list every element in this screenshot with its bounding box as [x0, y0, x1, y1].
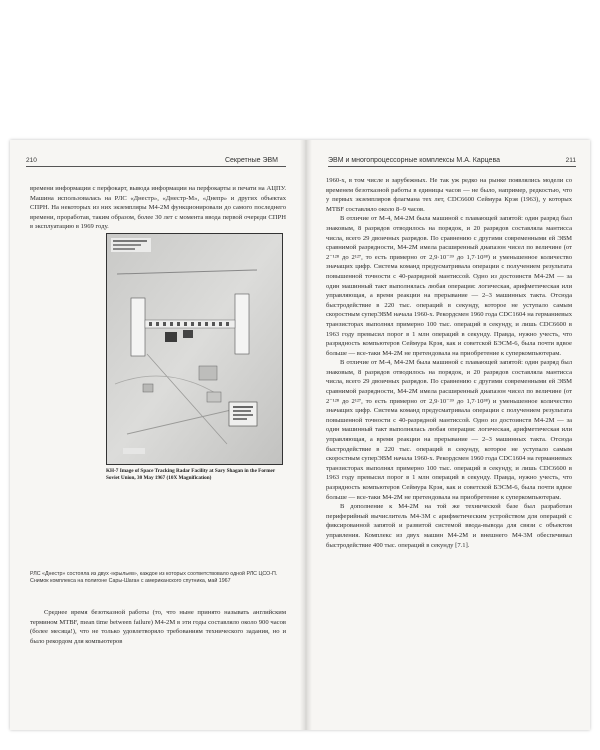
- paragraph: времени информации с перфокарт, вывода информации на перфокарты и печати на АЦПУ. Машина использовалась на РЛС «Днестр», «Днестр-М», «Днепр» и других объектах СПРН. На некоторых из них экземпляры М4-2М функционировали до самого последнего времени, проработав, таким образом, более 30 лет с момента ввода первой очереди СПРН в эксплуатацию в 1969 году.: [30, 185, 286, 231]
- book-gutter: [300, 140, 312, 730]
- left-running-title: Секретные ЭВМ: [224, 157, 278, 164]
- right-page: [312, 140, 590, 730]
- left-text-bottom: [30, 608, 286, 646]
- right-running-head: [328, 154, 576, 167]
- figure-caption-russian: РЛС «Днестр» состояла из двух «крыльев», каждое из которых соответствовало одной РЛС ЦСО-П. Снимок комплекса на полигоне Сары-Шаган с американского спутника, май 1967: [30, 571, 278, 585]
- left-text-top: [30, 184, 286, 232]
- book-spread: [10, 140, 590, 730]
- figure-caption-english: KH-7 Image of Space Tracking Radar Facility at Sary Shagan in the Former Soviet Union, 30 May 1967 (10X Magnification): [106, 468, 276, 481]
- left-page-number: 210: [26, 157, 37, 164]
- satellite-photo: [106, 233, 283, 465]
- paragraph: В отличие от М-4, М4-2М была машиной с плавающей запятой: один разряд был знаковым, 8 разрядов отводилось на порядок, и 20 разрядов составляла мантисса числа, всего 29 двоичных разрядов. По сравнению с другими современными ей ЭВМ сравнимой разрядности, М4-2М имела расширенный диапазон чисел по величине (от 2⁻¹²⁸ до 2¹²⁷, то есть примерно от 2,9·10⁻³⁹ до 1,7·10³⁸) и уменьшенное количество значащих цифр. Система команд предусматривала операции с получением результата повышенной точности с 40-разрядной мантиссой. Одно из достоинств М4-2М — за один машинный такт выполнялась любая операция: логическая, арифметическая или управляющая, а время реакции на прерывание — 2–3 машинных такта. Отсюда быстродействие в 220 тыс. операций в секунду, которое не уступало самым скоростным суперЭВМ начала 1960-х. Рекордсмен 1960 года CDC1604 на германиевых транзисторах выполнял примерно 100 тыс. операций в секунду, и лишь CDC6600 в 1963 году превысил порог в 1 млн операций в секунду. Правда, нужно учесть, что разрядность компьютеров Сеймура Крэя, как и советской БЭСМ-6, была почти вдвое больше — все-таки М4-2М не претендовала на приобретение к суперкомпьютерам.: [326, 359, 572, 501]
- left-running-head: [26, 154, 286, 167]
- paragraph: В дополнение к М4-2М на той же технической базе был разработан периферийный вычислитель М4-3М с арифметическим устройством для операций с фиксированной запятой и развитой системой ввода-вывода для связи с объектом управления. Комплекс из двух машин М4-2М и внешнего М4-3М обеспечивал быстродействие 400 тыс. операций в секунду [7.1].: [326, 503, 572, 549]
- paragraph: В отличие от М-4, М4-2М была машиной с плавающей запятой: один разряд был знаковым, 8 разрядов отводилось на порядок, и 20 разрядов составляла мантисса числа, всего 29 двоичных разрядов. По сравнению с другими современными ей ЭВМ сравнимой разрядности, М4-2М имела расширенный диапазон чисел по величине (от 2⁻¹²⁸ до 2¹²⁷, то есть примерно от 2,9·10⁻³⁹ до 1,7·10³⁸) и уменьшенное количество значащих цифр. Система команд предусматривала операции с получением результата повышенной точности с 40-разрядной мантиссой. Одно из достоинств М4-2М — за один машинный такт выполнялась любая операция: логическая, арифметическая или управляющая, а время реакции на прерывание — 2–3 машинных такта. Отсюда быстродействие в 220 тыс. операций в секунду, которое не уступало самым скоростным суперЭВМ начала 1960-х. Рекордсмен 1960 года CDC1604 на германиевых транзисторах выполнял примерно 100 тыс. операций в секунду, и лишь CDC6600 в 1963 году превысил порог в 1 млн операций в секунду. Правда, нужно учесть, что разрядность компьютеров Сеймура Крэя, как и советской БЭСМ-6, была почти вдвое больше — все-таки М4-2М не претендовала на приобретение к суперкомпьютерам.: [326, 215, 572, 357]
- paragraph: Среднее время безотказной работы (то, что ныне принято называть английским термином MTBF, mean time between failure) М4-2М в эти годы составляло около 900 часов (более месяца!), что не только удовлетворяло требованиям технического задания, но и было рекордом для компьютеров: [30, 609, 286, 645]
- right-page-number: 211: [565, 157, 576, 164]
- left-page: [10, 140, 300, 730]
- right-running-title: ЭВМ и многопроцессорные комплексы М.А. Карцева: [328, 157, 500, 164]
- right-text: [326, 176, 572, 550]
- paragraph: 1960-х, в том числе и зарубежных. Не так уж редко на рынке появлялись модели со временем безотказной работы в единицы часов — не было, например, редкостью, что у первых экземпляров флагмана тех лет, CDC6600 Сеймура Крэя (1963), у которых MTBF составляло около 8–9 часов.: [326, 177, 572, 213]
